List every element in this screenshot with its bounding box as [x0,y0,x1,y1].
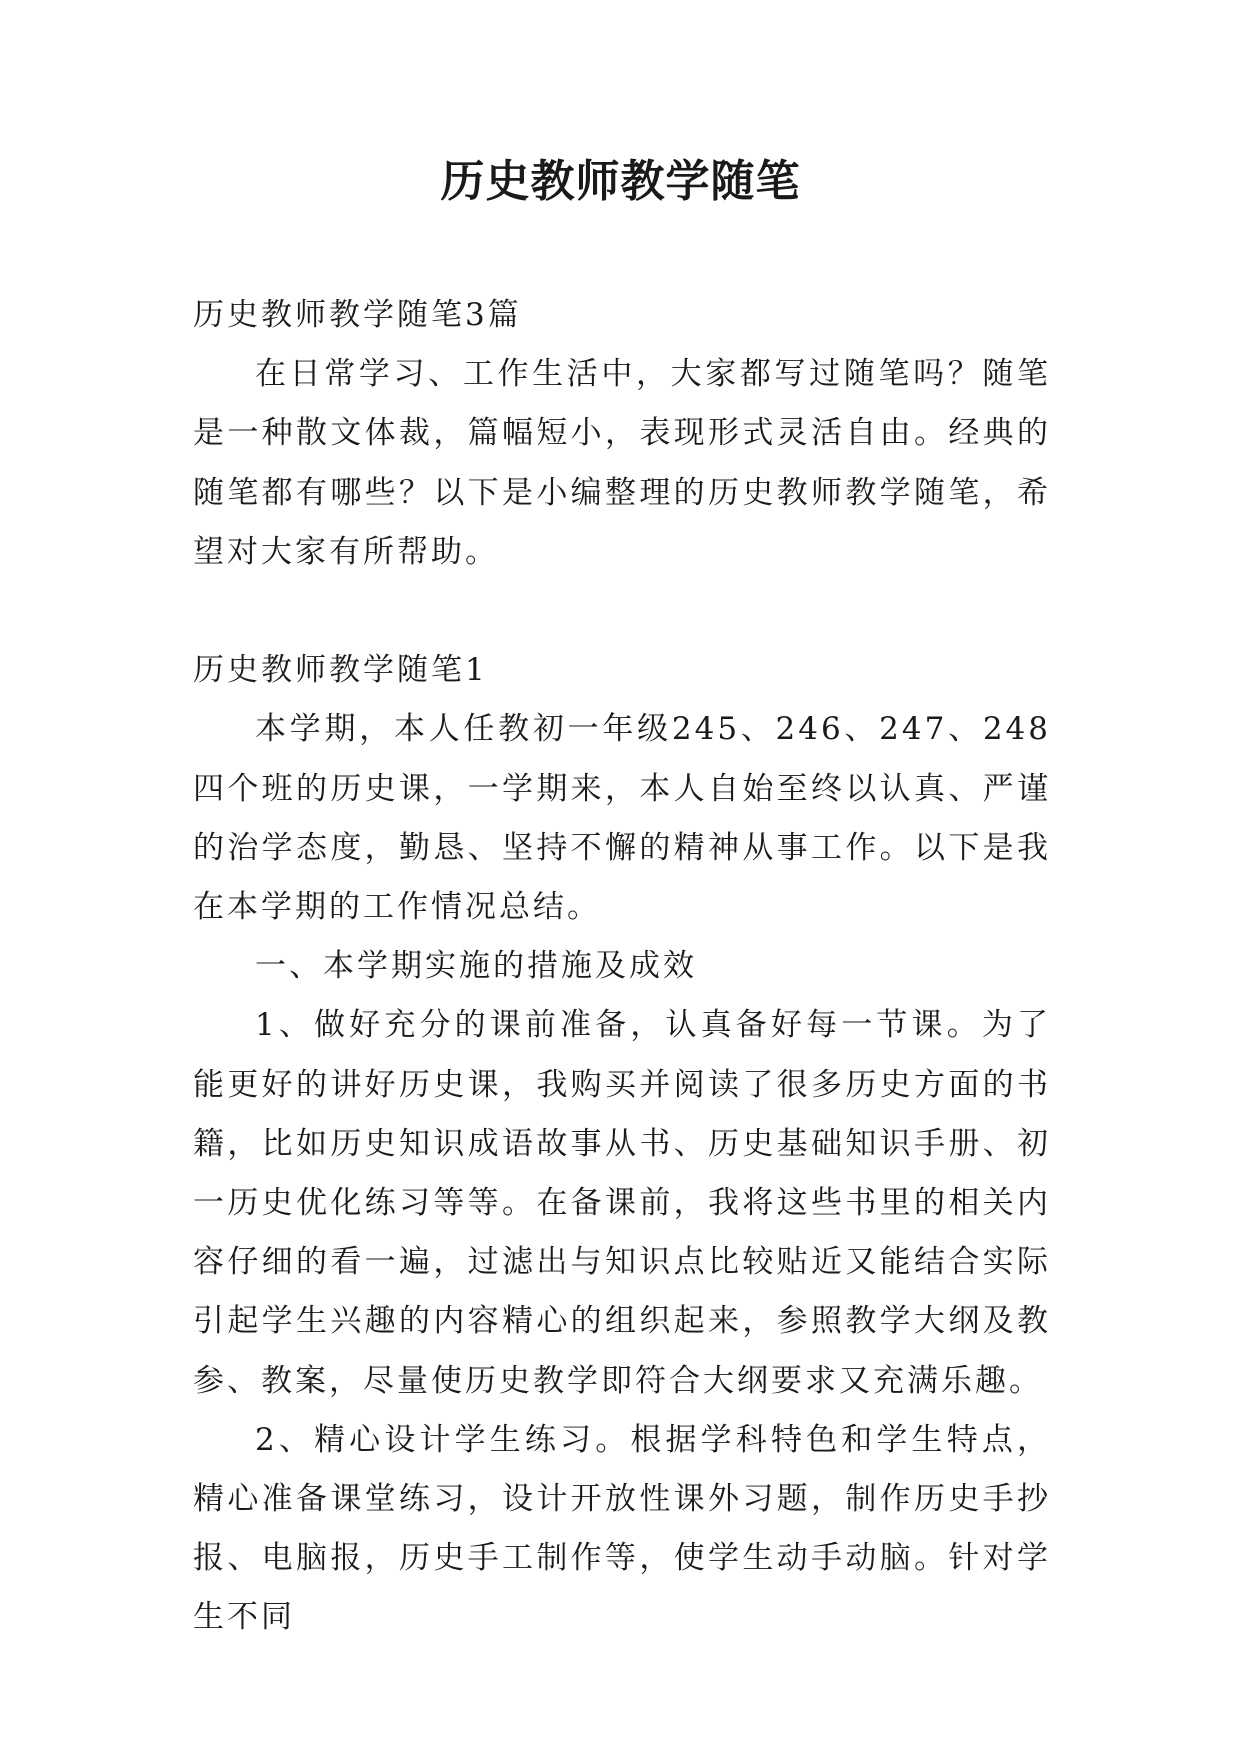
blank-line [193,582,1051,641]
document-title: 历史教师教学随笔 [440,156,801,207]
document-body [193,286,1051,1648]
section-heading: 历史教师教学随笔1 [193,652,488,689]
body-paragraph: 2、精心设计学生练习。根据学科特色和学生特点，精心准备课堂练习，设计开放性课外习题，制作历史手抄报、电脑报，历史手工制作等，使学生动手动脑。针对学生不同 [193,1421,1051,1636]
body-paragraph: 1、做好充分的课前准备，认真备好每一节课。为了能更好的讲好历史课，我购买并阅读了很多历史方面的书籍，比如历史知识成语故事从书、历史基础知识手册、初一历史优化练习等等。在备课前，我将这些书里的相关内容仔细的看一遍，过滤出与知识点比较贴近又能结合实际引起学生兴趣的内容精心的组织起来，参照教学大纲及教参、教案，尽量使历史教学即符合大纲要求又充满乐趣。 [193,1007,1051,1399]
intro-paragraph: 在日常学习、工作生活中，大家都写过随笔吗？随笔是一种散文体裁，篇幅短小，表现形式灵活自由。经典的随笔都有哪些？以下是小编整理的历史教师教学随笔，希望对大家有所帮助。 [193,356,1051,570]
subsection-heading: 一、本学期实施的措施及成效 [255,948,697,985]
collection-heading: 历史教师教学随笔3篇 [193,297,522,333]
body-paragraph: 本学期，本人任教初一年级245、246、247、248四个班的历史课，一学期来，本人自始至终以认真、严谨的治学态度，勤恳、坚持不懈的精神从事工作。以下是我在本学期的工作情况总结。 [193,711,1051,926]
